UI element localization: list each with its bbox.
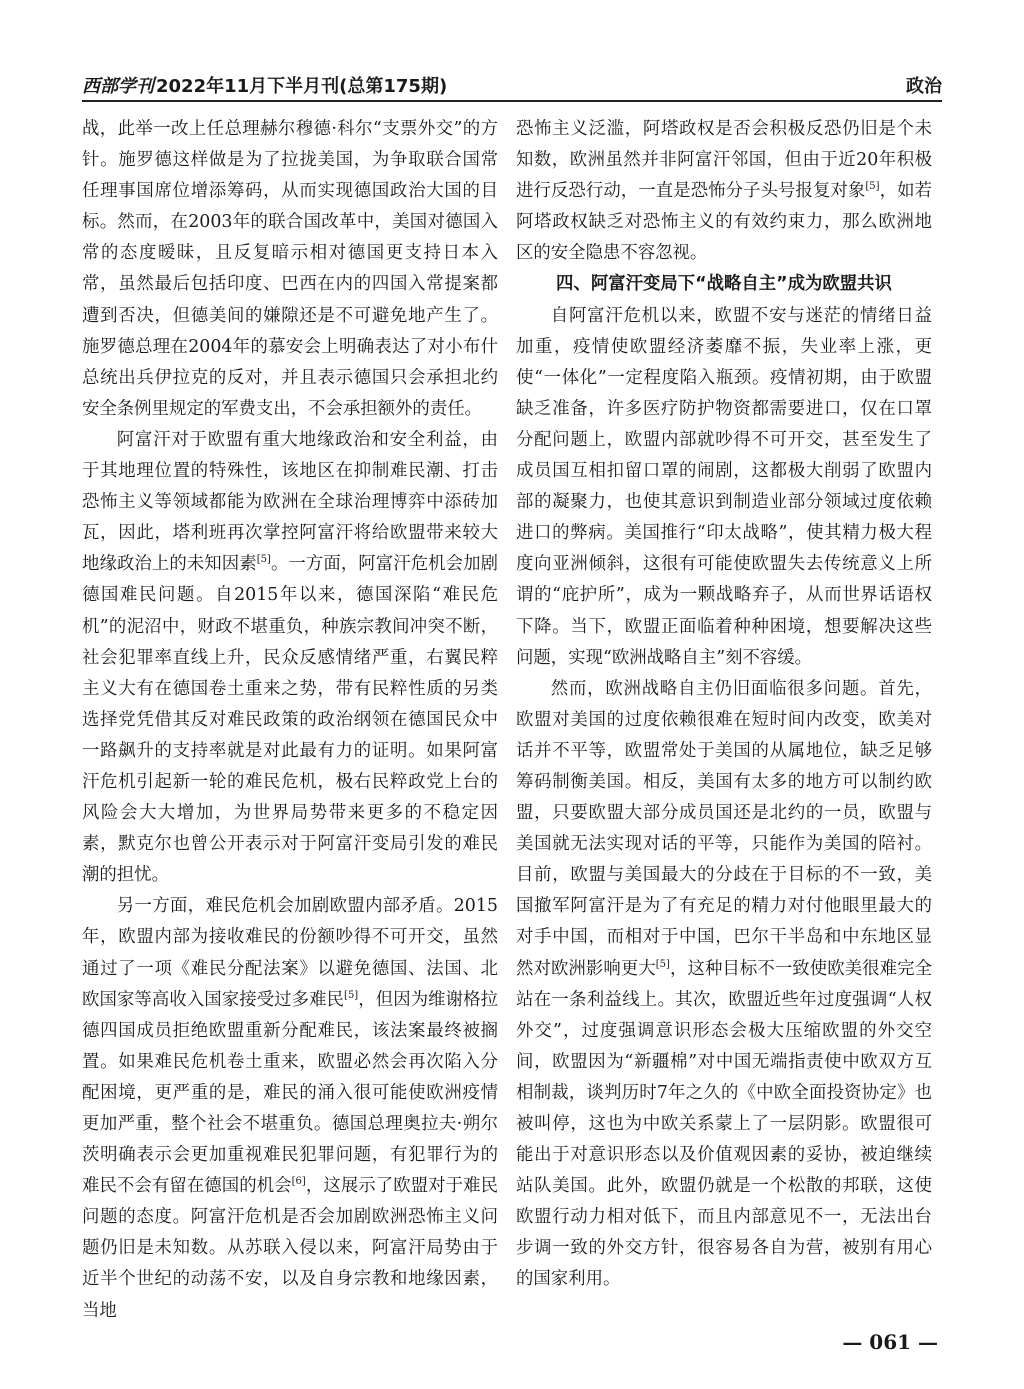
text-run: ，但因为维谢格拉德四国成员拒绝欧盟重新分配难民，该法案最终被搁置。如果难民危机卷土重来，欧盟必然会再次陷入分配困境，更严重的是，难民的涌入很可能使欧洲疫情更加严重，整个社会不堪重负。德国总理奥拉夫·朔尔茨明确表示会更加重视难民犯罪问题，有犯罪行为的难民不会有留在德国的机会 [82,989,498,1197]
paragraph [516,301,932,674]
header-divider [82,100,942,102]
citation-ref: [5] [256,554,271,566]
text-run: 自阿富汗危机以来，欧盟不安与迷茫的情绪日益加重，疫情使欧盟经济萎靡不振，失业率上涨，更使“一体化”一定程度陷入瓶颈。疫情初期，由于欧盟缺乏准备，许多医疗防护物资都需要进口，仅在口罩分配问题上，欧盟内部就吵得不可开交，甚至发生了成员国互相扣留口罩的闹剧，这都极大削弱了欧盟内部的凝聚力，也使其意识到制造业部分领域过度依赖进口的弊病。美国推行“印太战略”，使其精力极大程度向亚洲倾斜，这很有可能使欧盟失去传统意义上所谓的“庇护所”，成为一颗战略弃子，从而世界话语权下降。当下，欧盟正面临着种种困境，想要解决这些问题，实现“欧洲战略自主”刻不容缓。 [516,305,932,668]
text-run: 然而，欧洲战略自主仍旧面临很多问题。首先，欧盟对美国的过度依赖很难在短时间内改变，欧美对话并不平等，欧盟常处于美国的从属地位，缺乏足够筹码制衡美国。相反，美国有太多的地方可以制约欧盟，只要欧盟大部分成员国还是北约的一员，欧盟与美国就无法实现对话的平等，只能作为美国的陪衬。目前，欧盟与美国最大的分歧在于目标的不一致，美国撤军阿富汗是为了有充足的精力对付他眼里最大的对手中国，而相对于中国，巴尔干半岛和中东地区显然对欧洲影响更大 [516,678,932,979]
journal-issue-line [82,72,447,98]
left-column [82,114,498,1327]
paragraph [82,425,498,891]
citation-ref: [5] [865,181,880,193]
paragraph [516,674,932,1296]
section-heading: 四、阿富汗变局下“战略自主”成为欧盟共识 [556,274,892,295]
continued-paragraph [516,114,932,269]
text-run: ，如若阿塔政权缺乏对恐怖主义的有效约束力，那么欧洲地区的安全隐患不容忽视。 [516,181,932,264]
text-run: 。一方面，阿富汗危机会加剧德国难民问题。自2015年以来，德国深陷“难民危机”的泥沼中，财政不堪重负，种族宗教间冲突不断，社会犯罪率直线上升，民众反感情绪严重，右翼民粹主义大有在德国卷土重来之势，带有民粹性质的另类选择党凭借其反对难民政策的政治纲领在德国民众中一路飙升的支持率就是对此最有力的证明。如果阿富汗危机引起新一轮的难民危机，极右民粹政党上台的风险会大大增加，为世界局势带来更多的不稳定因素，默克尔也曾公开表示对于阿富汗变局引发的难民潮的担忧。 [82,554,498,886]
paragraph [82,891,498,1326]
issue-label: 2022年11月下半月刊(总第175期) [156,76,448,97]
citation-ref: [6] [291,1176,306,1188]
text-run: 另一方面，难民危机会加剧欧盟内部矛盾。2015年，欧盟内部为接收难民的份额吵得不可开交，虽然通过了一项《难民分配法案》以避免德国、法国、北欧国家等高收入国家接受过多难民 [82,896,498,1010]
text-run: ，这种目标不一致使欧美很难完全站在一条利益线上。其次，欧盟近些年过度强调“人权外交”，过度强调意识形态会极大压缩欧盟的外交空间，欧盟因为“新疆棉”对中国无端指责使中欧双方互相制裁，谈判历时7年之久的《中欧全面投资协定》也被叫停，这也为中欧关系蒙上了一层阴影。欧盟很可能出于对意识形态以及价值观因素的妥协，被迫继续站队美国。此外，欧盟仍就是一个松散的邦联，这使欧盟行动力相对低下，而且内部意见不一，无法出台步调一致的外交方针，很容易各自为营，被别有用心的国家利用。 [516,958,932,1290]
section-label: 政治 [906,76,942,97]
text-run: 阿富汗对于欧盟有重大地缘政治和安全利益，由于其地理位置的特殊性，该地区在抑制难民潮、打击恐怖主义等领域都能为欧洲在全球治理博弈中添砖加瓦，因此，塔利班再次掌控阿富汗将给欧盟带来较大地缘政治上的未知因素 [82,429,498,575]
continued-paragraph: 战，此举一改上任总理赫尔穆德·科尔“支票外交”的方针。施罗德这样做是为了拉拢美国，为争取联合国常任理事国席位增添筹码，从而实现德国政治大国的目标。然而，在2003年的联合国改革中，美国对德国入常的态度暧昧，且反复暗示相对德国更支持日本入常，虽然最后包括印度、巴西在内的四国入常提案都遭到否决，但德美间的嫌隙还是不可避免地产生了。施罗德总理在2004年的慕安会上明确表达了对小布什总统出兵伊拉克的反对，并且表示德国只会承担北约安全条例里规定的军费支出，不会承担额外的责任。 [82,119,498,419]
right-column [516,114,932,1296]
citation-ref: [5] [344,989,359,1001]
running-header [82,72,942,102]
page-number: — 061 — [842,1330,938,1354]
citation-ref: [5] [655,958,670,970]
text-run: ，这展示了欧盟对于难民问题的态度。阿富汗危机是否会加剧欧洲恐怖主义问题仍旧是未知数。从苏联入侵以来，阿富汗局势由于近半个世纪的动荡不安，以及自身宗教和地缘因素，当地 [82,1176,498,1321]
text-run: 恐怖主义泛滥，阿塔政权是否会积极反恐仍旧是个未知数，欧洲虽然并非阿富汗邻国，但由于近20年积极进行反恐行动，一直是恐怖分子头号报复对象 [516,119,932,202]
journal-logo: 西部学刊 [82,76,154,97]
